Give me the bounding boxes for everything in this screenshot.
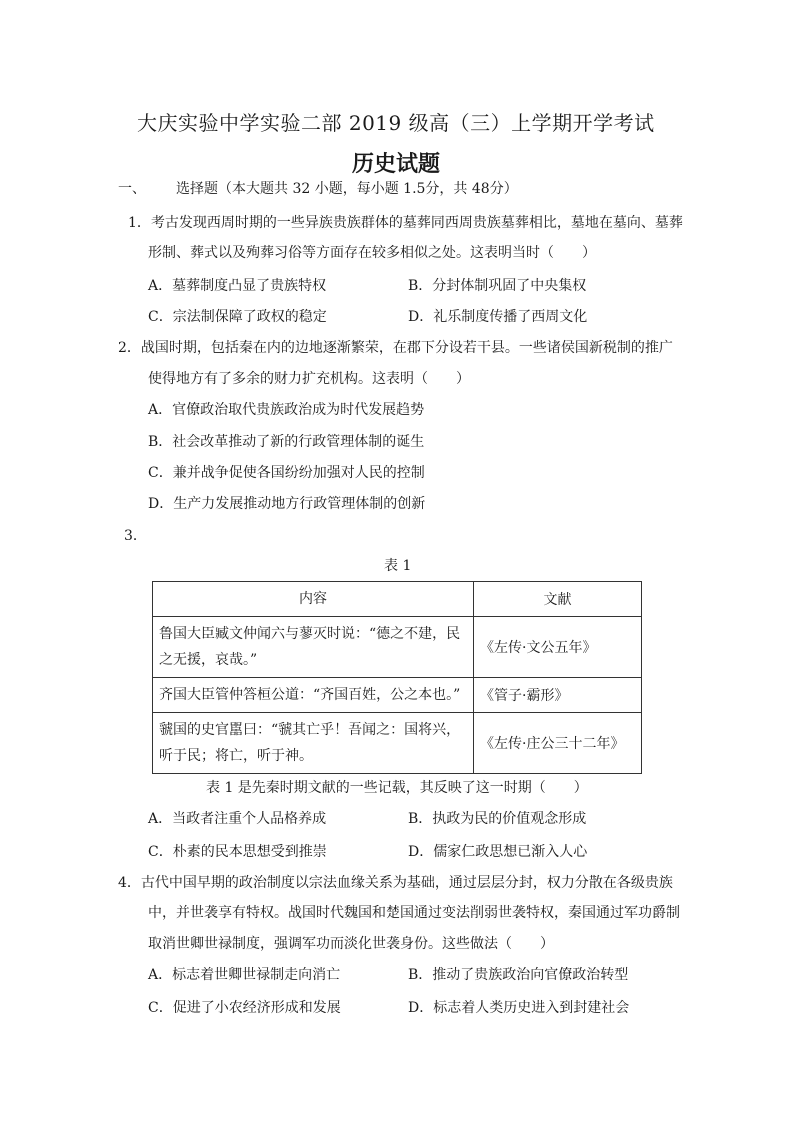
question-number: 3． [124, 528, 147, 544]
source-cell: 《管子·霸形》 [474, 678, 642, 713]
table-row [153, 678, 642, 713]
option-b: B．推动了贵族政治向官僚政治转型 [408, 967, 629, 983]
content-line: 鲁国大臣臧文仲闻六与蓼灭时说：“德之不建，民 [159, 626, 461, 642]
content-line: 虢国的史官嚚曰：“虢其亡乎！吾闻之：国将兴， [159, 722, 461, 738]
option-d: D．生产力发展推动地方行政管理体制的创新 [148, 496, 426, 512]
question-text: 中，并世袭享有特权。战国时代魏国和楚国通过变法削弱世袭特权，秦国通过军功爵制 [148, 905, 680, 921]
option-b: B．执政为民的价值观念形成 [408, 811, 587, 827]
option-d: D．标志着人类历史进入到封建社会 [408, 1000, 630, 1016]
section-number: 一、 [118, 181, 146, 197]
source-cell: 《左传·文公五年》 [474, 617, 642, 678]
content-line: 之无援，哀哉。” [159, 652, 258, 668]
literature-table [152, 581, 642, 774]
column-header-content: 内容 [153, 582, 474, 617]
option-d: D．儒家仁政思想已渐入人心 [408, 844, 588, 860]
option-c: C．兼并战争促使各国纷纷加强对人民的控制 [148, 465, 425, 481]
question-text: 4．古代中国早期的政治制度以宗法血缘关系为基础，通过层层分封，权力分散在各级贵族 [118, 875, 673, 891]
option-c: C．朴素的民本思想受到推崇 [148, 844, 327, 860]
table-row [153, 713, 642, 774]
option-a: A．标志着世卿世禄制走向消亡 [148, 967, 341, 983]
table-row [153, 617, 642, 678]
table-header-row [153, 582, 642, 617]
subject-title: 历史试题 [352, 152, 441, 177]
option-b: B．分封体制巩固了中央集权 [408, 278, 587, 294]
question-text: 1．考古发现西周时期的一些异族贵族群体的墓葬同西周贵族墓葬相比，墓地在墓向、墓葬 [128, 215, 683, 231]
content-line: 齐国大臣管仲答桓公道：“齐国百姓，公之本也。” [159, 687, 461, 703]
table-caption: 表 1 [384, 558, 412, 574]
question-text: 2．战国时期，包括秦在内的边地逐渐繁荣，在郡下分设若干县。一些诸侯国新税制的推广 [118, 340, 673, 356]
question-text: 使得地方有了多余的财力扩充机构。这表明（ ） [148, 371, 470, 387]
option-a: A．当政者注重个人品格养成 [148, 811, 327, 827]
content-cell [153, 617, 474, 678]
content-line: 听于民；将亡，听于神。 [159, 748, 313, 764]
option-a: A．墓葬制度凸显了贵族特权 [148, 278, 327, 294]
option-c: C．宗法制保障了政权的稳定 [148, 309, 327, 325]
question-text: 取消世卿世禄制度，强调军功而淡化世袭身份。这些做法（ ） [148, 936, 554, 952]
exam-title: 大庆实验中学实验二部 2019 级高（三）上学期开学考试 [137, 111, 655, 135]
column-header-source: 文献 [474, 582, 642, 617]
source-cell: 《左传·庄公三十二年》 [474, 713, 642, 774]
content-cell [153, 678, 474, 713]
option-a: A．官僚政治取代贵族政治成为时代发展趋势 [148, 402, 425, 418]
question-text: 形制、葬式以及殉葬习俗等方面存在较多相似之处。这表明当时（ ） [148, 245, 596, 261]
option-d: D．礼乐制度传播了西周文化 [408, 309, 588, 325]
question-stem: 表 1 是先秦时期文献的一些记载，其反映了这一时期（ ） [206, 780, 588, 796]
section-label: 选择题（本大题共 32 小题，每小题 1.5分，共 48分） [176, 181, 518, 197]
option-c: C．促进了小农经济形成和发展 [148, 1000, 341, 1016]
option-b: B．社会改革推动了新的行政管理体制的诞生 [148, 434, 425, 450]
content-cell [153, 713, 474, 774]
